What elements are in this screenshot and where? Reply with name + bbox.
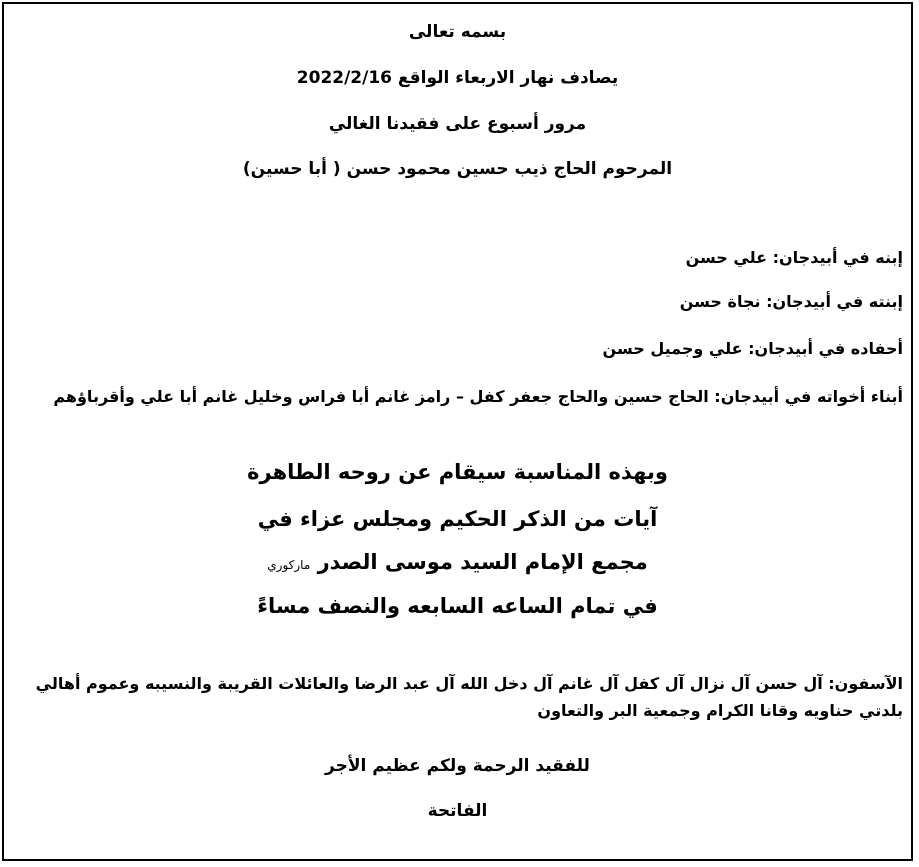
document-frame: [2, 2, 913, 861]
closing-fatiha: الفاتحة: [427, 801, 488, 821]
venue-name: مجمع الإمام السيد موسى الصدر: [317, 550, 648, 574]
relative-son: إبنه في أبيدجان: علي حسن: [685, 248, 903, 267]
relative-grandsons: أحفاده في أبيدجان: علي وجميل حسن: [602, 339, 903, 358]
heading-basmala: بسمه تعالى: [408, 22, 507, 42]
closing-condolence: للفقيد الرحمة ولكم عظيم الأجر: [325, 756, 590, 776]
venue-location: ماركوري: [267, 558, 311, 572]
heading-date: يصادف نهار الاربعاء الواقع 2022/2/16: [296, 68, 619, 88]
announcement-line-3: [4, 550, 911, 574]
announcement-line-1: وبهذه المناسبة سيقام عن روحه الطاهرة: [247, 460, 668, 484]
relative-nephews: أبناء أخواته في أبيدجان: الحاج حسين والحاج جعفر كفل – رامز غانم أبا فراس وخليل غانم أبا علي وأقرباؤهم: [53, 387, 903, 406]
relative-daughter: إبنته في أبيدجان: نجاة حسن: [679, 292, 903, 311]
mourners-list: الآسفون: آل حسن آل نزال آل كفل آل غانم آل دخل الله آل عبد الرضا والعائلات القريبة والنسيبه وعموم أهالي بلدتي حناويه وقانا الكرام وجمعية البر والتعاون: [35, 674, 903, 720]
heading-occasion: مرور أسبوع على فقيدنا الغالي: [328, 114, 587, 134]
heading-deceased-name: المرحوم الحاج ذيب حسين محمود حسن ( أبا حسين): [242, 159, 673, 179]
announcement-line-2: آيات من الذكر الحكيم ومجلس عزاء في: [257, 507, 658, 531]
announcement-line-4: في تمام الساعه السابعه والنصف مساءً: [257, 594, 658, 618]
